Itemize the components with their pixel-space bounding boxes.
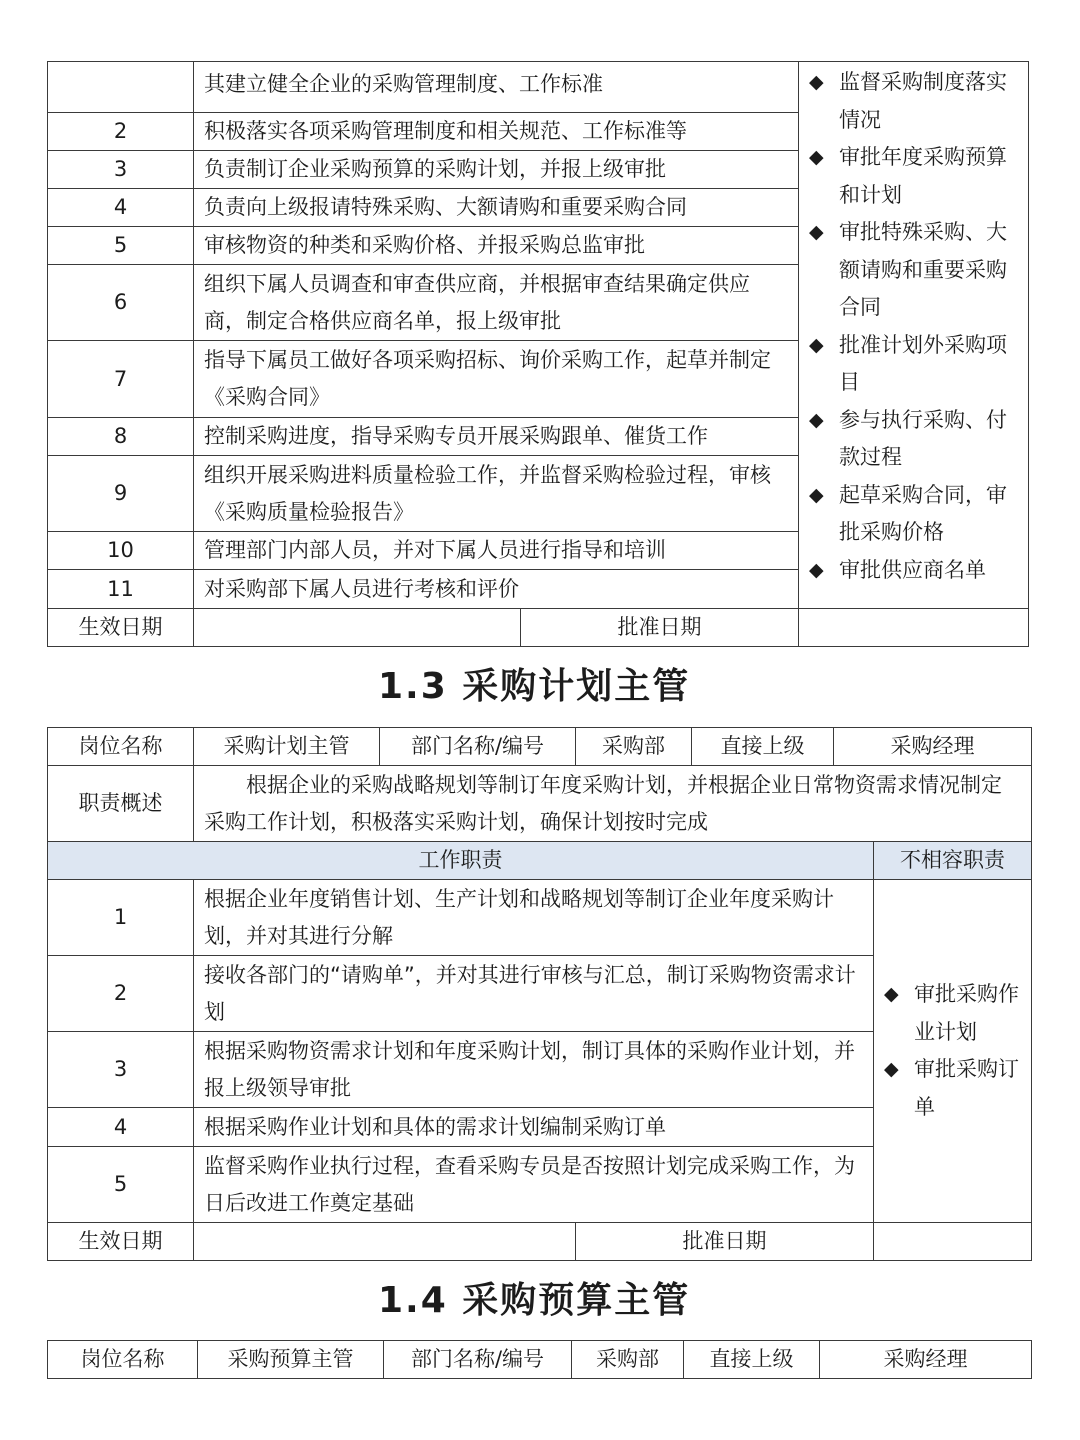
post-name-value: 采购计划主管 [194, 728, 380, 766]
duty-text: 审核物资的种类和采购价格、并报采购总监审批 [194, 227, 799, 265]
row-number: 4 [48, 1108, 194, 1147]
diamond-bullet-icon: ◆ [884, 983, 899, 1005]
approval-date-label: 批准日期 [576, 1223, 874, 1261]
duty-text: 组织下属人员调查和审查供应商，并根据审查结果确定供应商，制定合格供应商名单，报上级审批 [194, 265, 799, 341]
list-item: ◆ 审批特殊采购、大额请购和重要采购合同 [809, 214, 1020, 327]
row-number: 2 [48, 956, 194, 1032]
superior-value: 采购经理 [820, 1341, 1032, 1379]
row-number: 4 [48, 189, 194, 227]
duty-text: 根据采购物资需求计划和年度采购计划，制订具体的采购作业计划，并报上级领导审批 [194, 1032, 874, 1108]
row-number [48, 62, 194, 113]
incompatible-duties-cell [799, 62, 1029, 609]
row-number: 5 [48, 227, 194, 265]
row-number: 6 [48, 265, 194, 341]
approval-date-value [799, 609, 1029, 647]
duty-text: 根据采购作业计划和具体的需求计划编制采购订单 [194, 1108, 874, 1147]
list-item: ◆ 监督采购制度落实情况 [809, 64, 1020, 139]
duty-text: 根据企业年度销售计划、生产计划和战略规划等制订企业年度采购计划，并对其进行分解 [194, 880, 874, 956]
duty-text: 其建立健全企业的采购管理制度、工作标准 [194, 62, 799, 113]
list-item: ◆ 起草采购合同，审批采购价格 [809, 477, 1020, 552]
effective-date-value [194, 609, 521, 647]
diamond-bullet-icon: ◆ [809, 558, 824, 581]
job-table-1-3 [47, 727, 1032, 1261]
post-name-value: 采购预算主管 [198, 1341, 384, 1379]
row-number: 1 [48, 880, 194, 956]
summary-label: 职责概述 [48, 766, 194, 842]
effective-date-value [194, 1223, 576, 1261]
diamond-bullet-icon: ◆ [884, 1058, 899, 1080]
duty-text: 控制采购进度，指导采购专员开展采购跟单、催货工作 [194, 418, 799, 456]
duty-text: 对采购部下属人员进行考核和评价 [194, 570, 799, 609]
duty-text: 积极落实各项采购管理制度和相关规范、工作标准等 [194, 113, 799, 151]
duty-text: 组织开展采购进料质量检验工作，并监督采购检验过程，审核《采购质量检验报告》 [194, 456, 799, 532]
approval-date-value [874, 1223, 1032, 1261]
row-number: 3 [48, 151, 194, 189]
summary-text: 根据企业的采购战略规划等制订年度采购计划，并根据企业日常物资需求情况制定采购工作计划，积极落实采购计划，确保计划按时完成 [194, 766, 1032, 842]
section-title-1-3: 1.3 采购计划主管 [378, 666, 691, 707]
row-number: 5 [48, 1147, 194, 1223]
dept-value: 采购部 [576, 728, 692, 766]
superior-value: 采购经理 [834, 728, 1032, 766]
diamond-bullet-icon: ◆ [809, 333, 824, 356]
diamond-bullet-icon: ◆ [809, 71, 824, 93]
row-number: 10 [48, 532, 194, 570]
superior-label: 直接上级 [684, 1341, 820, 1379]
incompatible-duties-cell [874, 880, 1032, 1223]
list-item: ◆ 审批采购作业计划 [884, 976, 1023, 1051]
list-item: ◆ 审批采购订单 [884, 1051, 1023, 1126]
diamond-bullet-icon: ◆ [809, 408, 824, 431]
list-item: ◆ 审批年度采购预算和计划 [809, 139, 1020, 214]
effective-date-label: 生效日期 [48, 609, 194, 647]
job-table-1-4 [47, 1340, 1032, 1379]
dept-value: 采购部 [572, 1341, 684, 1379]
list-item: ◆ 审批供应商名单 [809, 552, 1020, 590]
post-name-label: 岗位名称 [48, 1341, 198, 1379]
row-number: 8 [48, 418, 194, 456]
diamond-bullet-icon: ◆ [809, 483, 824, 506]
list-item: ◆ 批准计划外采购项目 [809, 327, 1020, 402]
diamond-bullet-icon: ◆ [809, 221, 824, 243]
row-number: 3 [48, 1032, 194, 1108]
incompatible-list [809, 64, 1020, 589]
duty-text: 负责向上级报请特殊采购、大额请购和重要采购合同 [194, 189, 799, 227]
duties-table-prev [47, 61, 1029, 647]
incompatible-header: 不相容职责 [874, 842, 1032, 880]
duty-text: 管理部门内部人员，并对下属人员进行指导和培训 [194, 532, 799, 570]
duty-text: 监督采购作业执行过程，查看采购专员是否按照计划完成采购工作，为日后改进工作奠定基础 [194, 1147, 874, 1223]
list-item: ◆ 参与执行采购、付款过程 [809, 402, 1020, 477]
dept-label: 部门名称/编号 [384, 1341, 572, 1379]
diamond-bullet-icon: ◆ [809, 146, 824, 168]
row-number: 2 [48, 113, 194, 151]
superior-label: 直接上级 [692, 728, 834, 766]
row-number: 7 [48, 341, 194, 418]
section-title-1-4: 1.4 采购预算主管 [378, 1280, 691, 1321]
row-number: 11 [48, 570, 194, 609]
duty-text: 接收各部门的“请购单”，并对其进行审核与汇总，制订采购物资需求计划 [194, 956, 874, 1032]
duty-text: 指导下属员工做好各项采购招标、询价采购工作，起草并制定《采购合同》 [194, 341, 799, 418]
effective-date-label: 生效日期 [48, 1223, 194, 1261]
dept-label: 部门名称/编号 [380, 728, 576, 766]
row-number: 9 [48, 456, 194, 532]
duty-text: 负责制订企业采购预算的采购计划，并报上级审批 [194, 151, 799, 189]
incompatible-list [884, 976, 1023, 1126]
post-name-label: 岗位名称 [48, 728, 194, 766]
duties-header: 工作职责 [48, 842, 874, 880]
approval-date-label: 批准日期 [521, 609, 799, 647]
